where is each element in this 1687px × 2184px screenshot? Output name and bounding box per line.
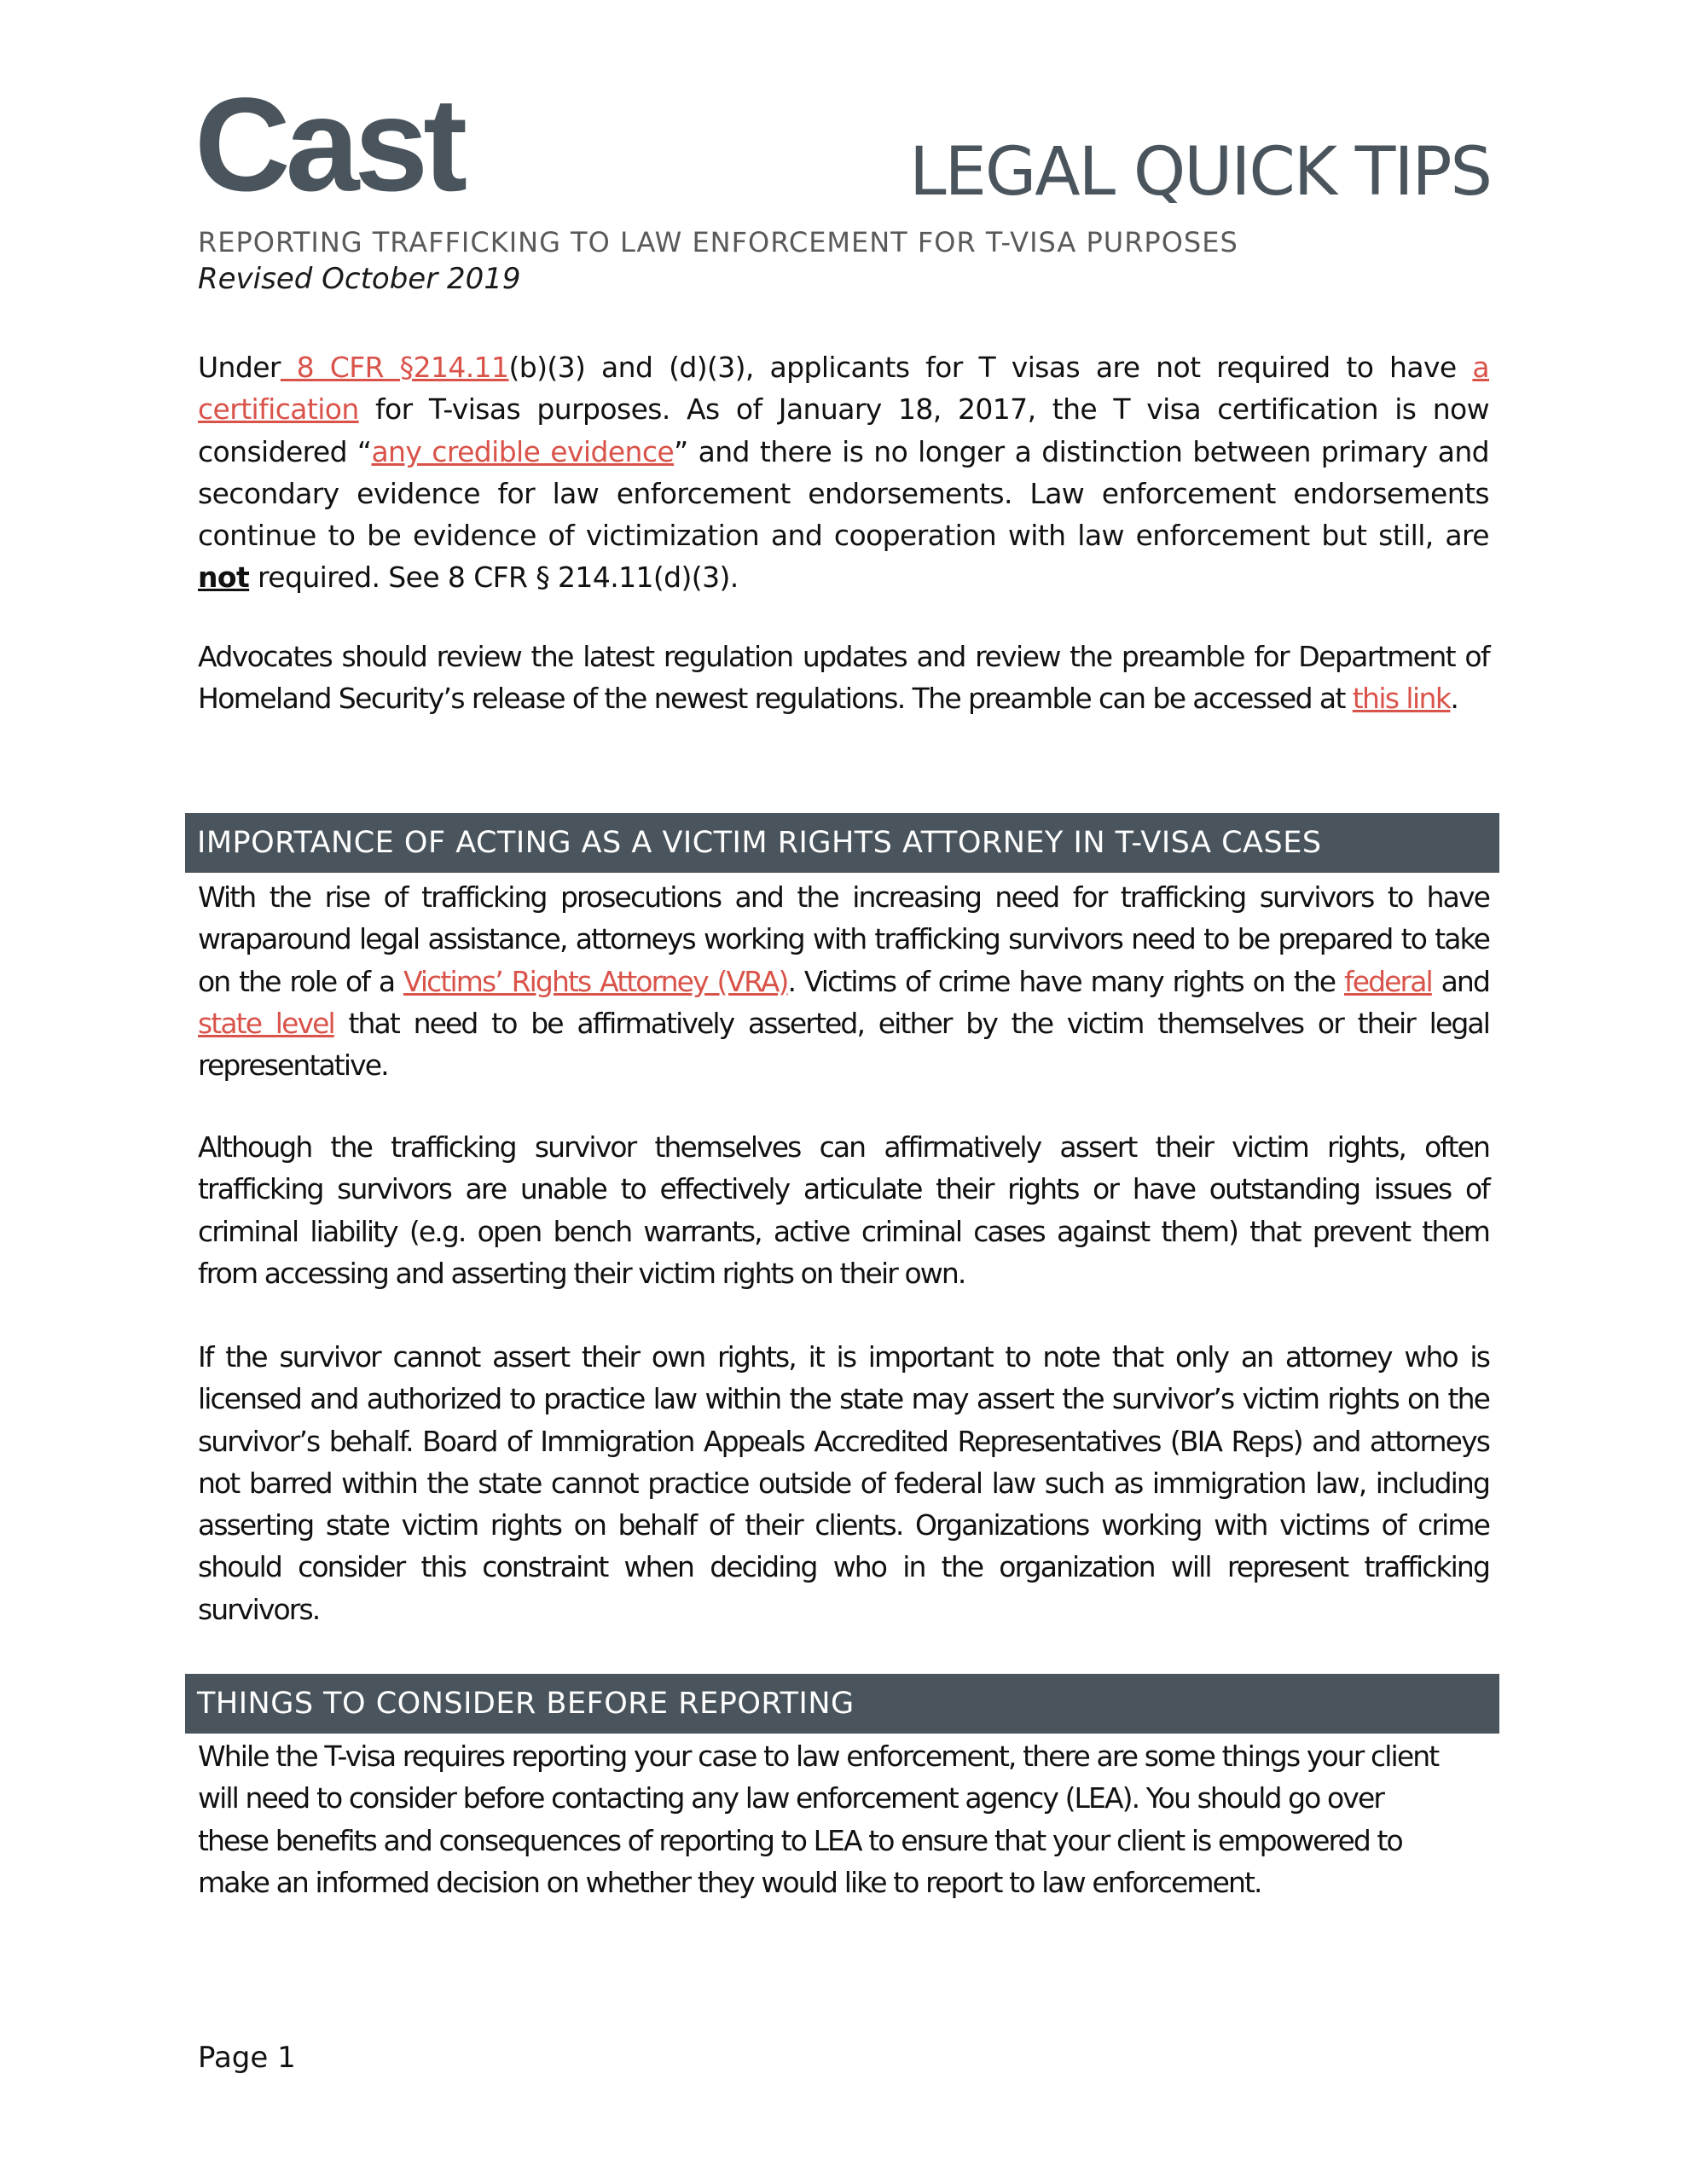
emphasis-not: not bbox=[198, 561, 250, 595]
section-1-paragraph-1 bbox=[198, 876, 1489, 1086]
link-victims-rights-attorney[interactable]: Victims’ Rights Attorney (VRA) bbox=[403, 964, 788, 998]
text: (b)(3) and (d)(3), applicants for T visas are not required to have bbox=[508, 351, 1473, 384]
section-2-paragraph-1: While the T-visa requires reporting your case to law enforcement, there are some things your client will need to consider before contacting any law enforcement agency (LEA). You should go over these benefits and consequences of reporting to LEA to ensure that your client is empowered to make an informed decision on whether they would like to report to law enforcement. bbox=[198, 1740, 1439, 1899]
text: and bbox=[1431, 964, 1489, 998]
document-title: LEGAL QUICK TIPS bbox=[909, 134, 1491, 211]
link-this-link[interactable]: this link bbox=[1352, 682, 1451, 716]
text: ” and there is no longer a distinction between primary and secondary evidence for law enforcement endorsements. Law enforcement endorsements continue to be evidence of victimization and cooperation with law enforcement but still, are bbox=[198, 434, 1490, 553]
document-subtitle: REPORTING TRAFFICKING TO LAW ENFORCEMENT FOR T-VISA PURPOSES bbox=[198, 226, 1238, 258]
link-8-cfr-214-11[interactable]: 8 CFR §214.11 bbox=[280, 351, 509, 384]
section-1-paragraph-3: If the survivor cannot assert their own rights, it is important to note that only an attorney who is licensed and authorized to practice law within the state may assert the survivor’s victim rights on the survivor’s behalf. Board of Immigration Appeals Accredited Representatives (BIA Reps) and attorneys not barred within the state cannot practice outside of federal law such as immigration law, including asserting state victim rights on behalf of their clients. Organizations working with victims of crime should consider this constraint when deciding who in the organization will represent trafficking survivors. bbox=[198, 1340, 1489, 1626]
text: required. See 8 CFR § 214.11(d)(3). bbox=[249, 561, 739, 595]
section-heading-text: THINGS TO CONSIDER BEFORE REPORTING bbox=[197, 1687, 855, 1721]
page-number: Page 1 bbox=[198, 2041, 296, 2075]
text: Advocates should review the latest regulation updates and review the preamble for Department of Homeland Security’s release of the newest regulations. The preamble can be accessed at bbox=[198, 640, 1489, 716]
intro-paragraph-1 bbox=[198, 346, 1489, 599]
link-federal[interactable]: federal bbox=[1343, 964, 1432, 998]
section-heading-text: IMPORTANCE OF ACTING AS A VICTIM RIGHTS ATTORNEY IN T-VISA CASES bbox=[197, 826, 1322, 860]
text: Under bbox=[198, 351, 281, 384]
link-a-certification[interactable]: a certification bbox=[198, 351, 1489, 427]
section-heading-victim-rights-attorney bbox=[185, 813, 1499, 873]
intro-paragraph-2 bbox=[198, 636, 1489, 720]
cast-logo: Cast bbox=[194, 71, 463, 219]
text: for T-visas purposes. As of January 18, 2017, the T visa certification is now considered “ bbox=[198, 392, 1489, 468]
link-state-level[interactable]: state level bbox=[198, 1006, 334, 1040]
section-heading-things-to-consider bbox=[185, 1674, 1499, 1734]
text: . bbox=[1450, 682, 1458, 716]
link-any-credible-evidence[interactable]: any credible evidence bbox=[371, 434, 675, 468]
text: that need to be affirmatively asserted, either by the victim themselves or their legal representative. bbox=[198, 1006, 1489, 1083]
text: With the rise of trafficking prosecutions and the increasing need for trafficking survivors to have wraparound legal assistance, attorneys working with trafficking survivors need to be prepared to take on the role of a bbox=[198, 880, 1489, 998]
text: . Victims of crime have many rights on the bbox=[787, 964, 1344, 998]
revision-date: Revised October 2019 bbox=[198, 262, 521, 296]
section-1-paragraph-2: Although the trafficking survivor themselves can affirmatively assert their victim rights, often trafficking survivors are unable to effectively articulate their rights or have outstanding issues of criminal liability (e.g. open bench warrants, active criminal cases against them) that prevent them from accessing and asserting their victim rights on their own. bbox=[198, 1130, 1489, 1290]
